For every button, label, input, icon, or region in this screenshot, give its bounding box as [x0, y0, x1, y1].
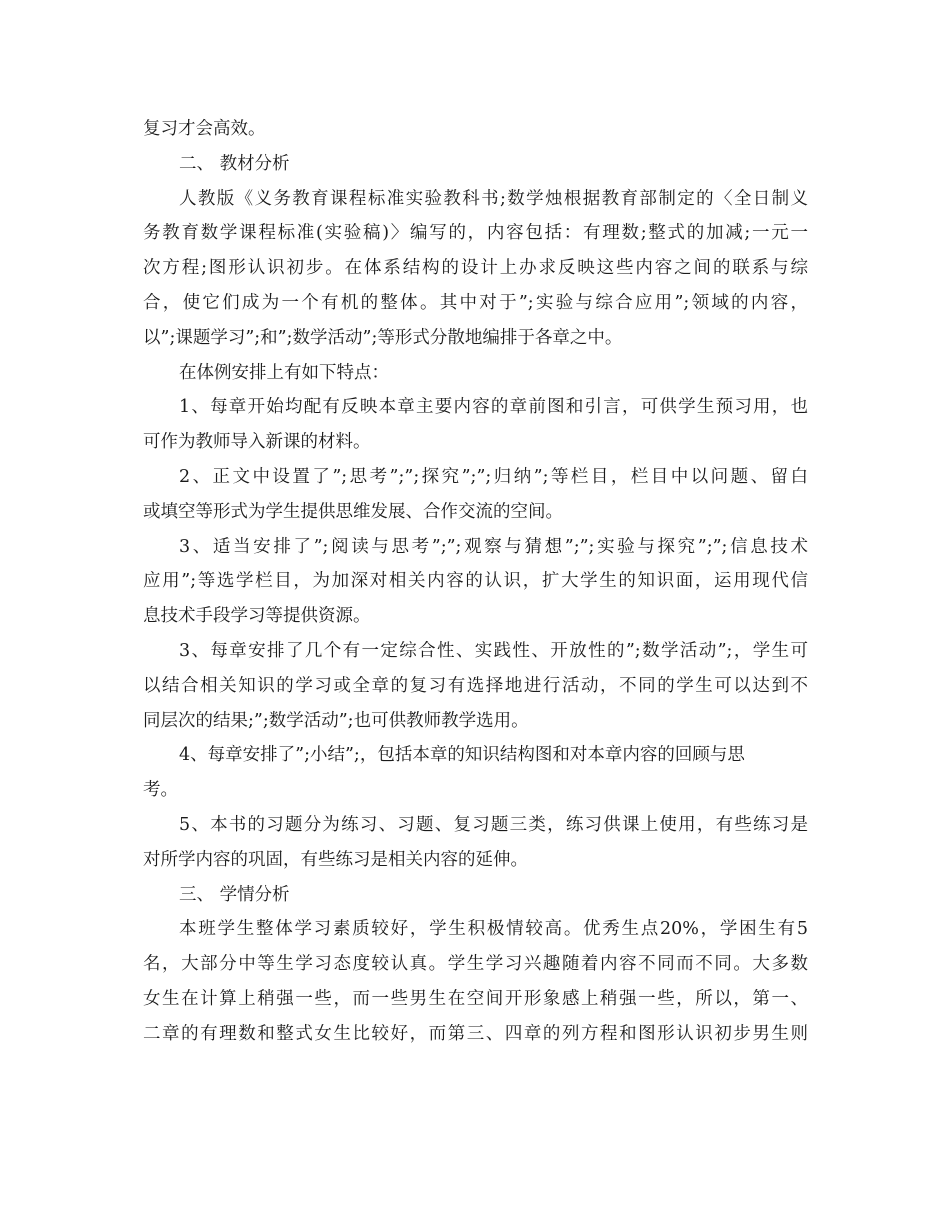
list-item-4: 4、每章安排了”;小结”;，包括本章的知识结构图和对本章内容的回顾与思 — [179, 745, 745, 766]
text-line: 女生在计算上稍强一些，而一些男生在空间开形象感上稍强一些，所以，第一、 — [143, 988, 808, 1009]
section-heading-student-analysis: 三、 学情分析 — [179, 884, 290, 905]
text-line: 人教版《义务教育课程标准实验教科书;数学烛根据教育部制定的〈全日制义 — [179, 188, 808, 209]
text-line: 同层次的结果;”;数学活动”;也可供教师教学选用。 — [143, 710, 529, 731]
list-item-2: 2、正文中设置了”;思考”;”;探究”;”;归纳”;等栏目，栏目中以问题、留白 — [179, 466, 808, 487]
text-line: 次方程;图形认识初步。在体系结构的设计上办求反映这些内容之间的联系与综 — [143, 258, 808, 279]
text-line: 合，使它们成为一个有机的整体。其中对于”;实验与综合应用”;领域的内容， — [143, 292, 808, 313]
text-line: 息技术手段学习等提供资源。 — [143, 606, 371, 627]
list-item-3: 3、适当安排了”;阅读与思考”;”;观察与猜想”;”;实验与探究”;”;信息技术 — [179, 536, 808, 557]
text-line: 务教育数学课程标准(实验稿)〉编写的，内容包括：有理数;整式的加减;一元一 — [143, 223, 808, 244]
list-item-5: 5、本书的习题分为练习、习题、复习题三类，练习供课上使用，有些练习是 — [179, 814, 808, 835]
document-body — [143, 112, 808, 1052]
text-line: 在体例安排上有如下特点： — [179, 362, 389, 383]
text-line: 可作为教师导入新课的材料。 — [143, 432, 371, 453]
text-line: 考。 — [143, 780, 178, 801]
text-line: 复习才会高效。 — [143, 119, 266, 139]
list-item-3b: 3、每章安排了几个有一定综合性、实践性、开放性的”;数学活动”;，学生可 — [179, 640, 808, 661]
text-line: 以”;课题学习”;和”;数学活动”;等形式分散地编排于各章之中。 — [143, 327, 623, 348]
text-line: 二章的有理数和整式女生比较好，而第三、四章的列方程和图形认识初步男生则 — [143, 1023, 808, 1044]
list-item-1: 1、每章开始均配有反映本章主要内容的章前图和引言，可供学生预习用，也 — [179, 397, 808, 418]
text-line: 应用”;等选学栏目，为加深对相关内容的认识，扩大学生的知识面，运用现代信 — [143, 571, 808, 592]
text-line: 对所学内容的巩固，有些练习是相关内容的延伸。 — [143, 849, 528, 870]
text-line: 名，大部分中等生学习态度较认真。学生学习兴趣随着内容不同而不同。大多数 — [143, 954, 808, 975]
section-heading-textbook-analysis: 二、 教材分析 — [179, 153, 290, 174]
text-line: 以结合相关知识的学习或全章的复习有选择地进行活动，不同的学生可以达到不 — [143, 675, 808, 696]
text-line: 本班学生整体学习素质较好，学生积极情较高。优秀生点20%，学困生有5 — [179, 919, 808, 940]
text-line: 或填空等形式为学生提供思维发展、合作交流的空间。 — [143, 501, 563, 522]
